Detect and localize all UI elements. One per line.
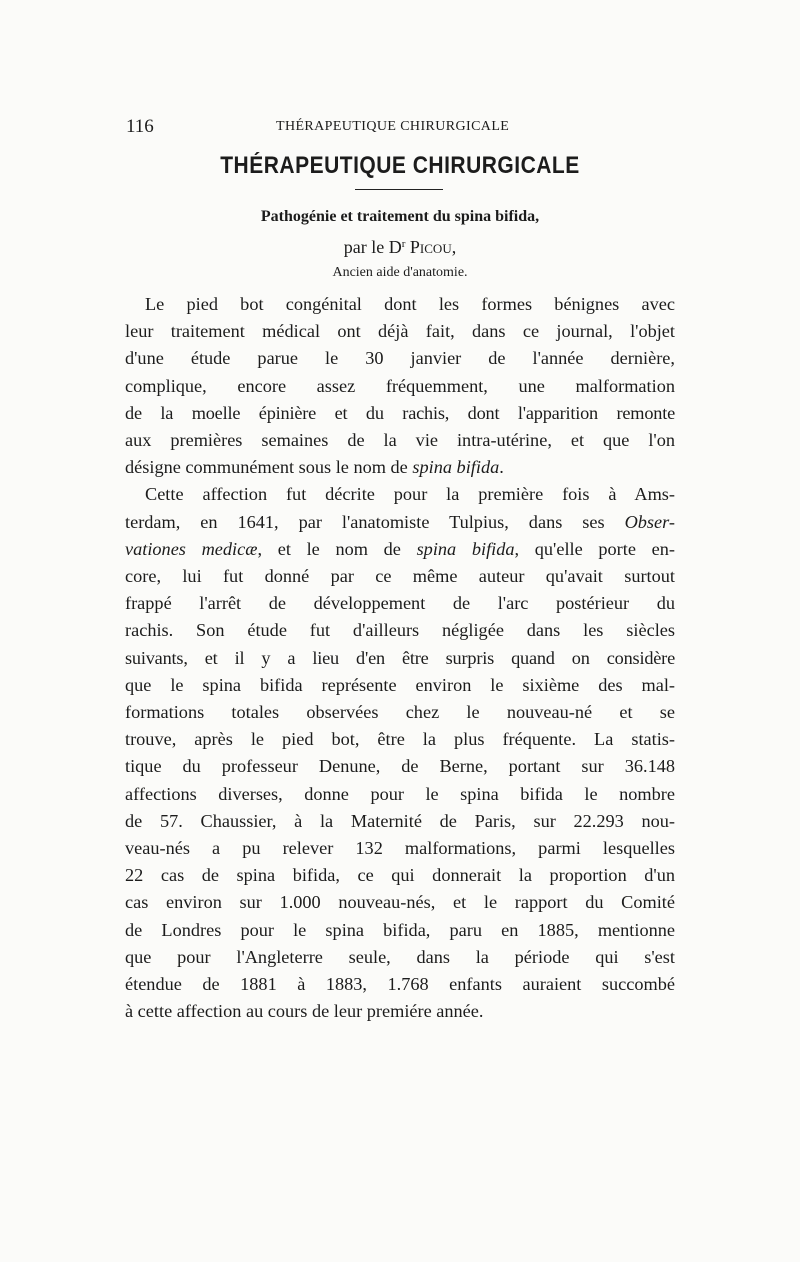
text-line xyxy=(125,454,675,481)
text-line: core, lui fut donné par ce même auteur qu'avait surtout xyxy=(125,566,675,587)
text-line: frappé l'arrêt de développement de l'arc postérieur du xyxy=(125,593,675,614)
page-number: 116 xyxy=(126,116,154,137)
text-line: de la moelle épinière et du rachis, dont l'apparition remonte xyxy=(125,402,675,423)
text-line: rachis. Son étude fut d'ailleurs négligée dans les siècles xyxy=(125,620,675,641)
text-line: de Londres pour le spina bifida, paru en 1885, mentionne xyxy=(125,919,675,940)
text-run: terdam, en 1641, par l'anatomiste Tulpius, dans ses xyxy=(125,511,625,532)
text-run: désigne communément sous le nom de xyxy=(125,457,413,478)
running-title: THÉRAPEUTIQUE CHIRURGICALE xyxy=(276,119,510,134)
text-line: suivants, et il y a lieu d'en être surpris quand on considère xyxy=(125,647,675,668)
italic-term: vationes medicæ xyxy=(125,538,258,559)
italic-term: spina bifida xyxy=(416,538,515,559)
author-line xyxy=(0,237,800,258)
author-affiliation: Ancien aide d'anatomie. xyxy=(332,265,468,280)
text-line: 22 cas de spina bifida, ce qui donnerait la proportion d'un xyxy=(125,865,675,886)
paragraph-1 xyxy=(125,291,675,481)
author-name: Picou, xyxy=(409,237,457,257)
text-line: d'une étude parue le 30 janvier de l'année dernière, xyxy=(125,348,675,369)
text-line: étendue de 1881 à 1883, 1.768 enfants auraient succombé xyxy=(125,974,675,995)
text-line xyxy=(125,536,675,563)
text-line: affections diverses, donne pour le spina bifida le nombre xyxy=(125,783,675,804)
text-line: trouve, après le pied bot, être la plus fréquente. La statis- xyxy=(125,729,675,750)
text-line: aux premières semaines de la vie intra-utérine, et que l'on xyxy=(125,430,675,451)
article-title: Pathogénie et traitement du spina bifida, xyxy=(260,208,540,225)
text-run: . xyxy=(499,457,504,478)
text-line: que le spina bifida représente environ le sixième des mal- xyxy=(125,674,675,695)
section-title: THÉRAPEUTIQUE CHIRURGICALE xyxy=(220,152,580,179)
text-line xyxy=(125,509,675,536)
text-line: Le pied bot congénital dont les formes bénignes avec xyxy=(145,294,675,314)
text-line: à cette affection au cours de leur premiére année. xyxy=(125,1001,484,1022)
text-line: tique du professeur Denune, de Berne, portant sur 36.148 xyxy=(125,756,675,777)
author-prefix: par le D xyxy=(343,237,402,257)
author-title-sup: r xyxy=(401,238,406,250)
italic-term: spina bifida xyxy=(412,457,500,478)
text-line: complique, encore assez fréquemment, une malformation xyxy=(125,375,675,396)
text-run: , qu'elle porte en- xyxy=(514,538,675,559)
text-line: de 57. Chaussier, à la Maternité de Paris, sur 22.293 nou- xyxy=(125,810,675,831)
running-head xyxy=(126,116,676,138)
text-line: veau-nés a pu relever 132 malformations, parmi lesquelles xyxy=(125,838,675,859)
text-line: cas environ sur 1.000 nouveau-nés, et le rapport du Comité xyxy=(125,892,675,913)
article-body xyxy=(125,291,675,1025)
text-line: leur traitement médical ont déjà fait, dans ce journal, l'objet xyxy=(125,321,675,342)
italic-term: Obser- xyxy=(624,511,675,532)
text-line: Cette affection fut décrite pour la première fois à Ams- xyxy=(145,484,675,505)
title-divider xyxy=(355,189,443,190)
text-line: que pour l'Angleterre seule, dans la période qui s'est xyxy=(125,946,675,967)
text-line: formations totales observées chez le nouveau-né et se xyxy=(125,702,675,723)
text-run: , et le nom de xyxy=(257,538,417,559)
paragraph-2 xyxy=(125,481,675,1025)
